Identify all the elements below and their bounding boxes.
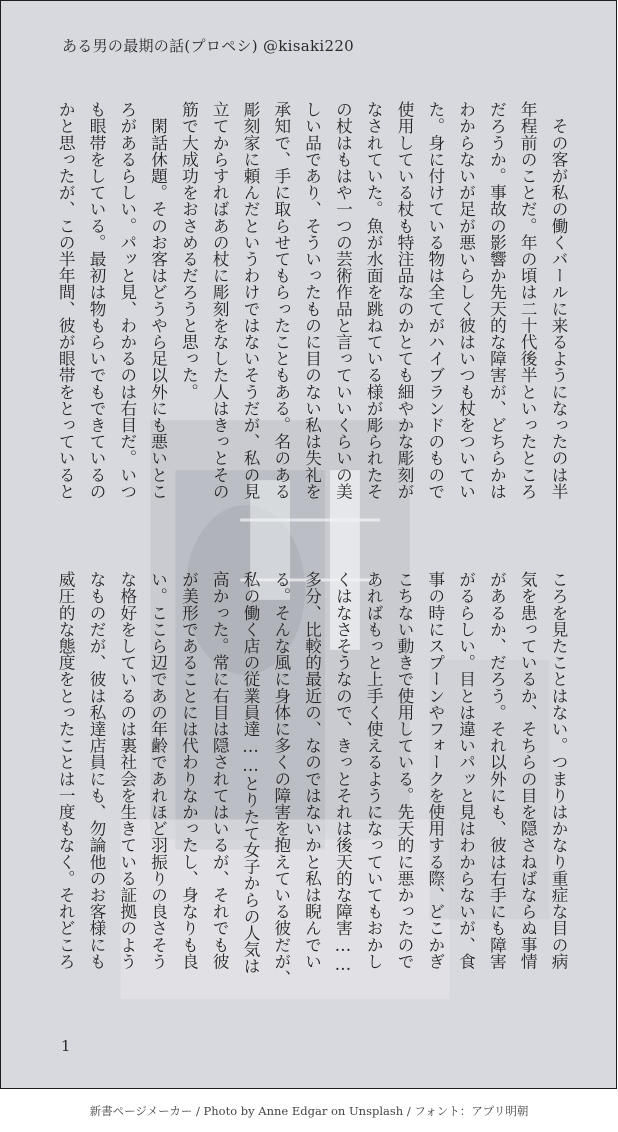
text-column: ころを見たことはない。つまりはかなり重症な目の病: [549, 571, 568, 970]
text-column: あればもっと上手く使えるようになっていてもおかし: [364, 571, 384, 970]
text-column: も眼帯をしている。最初は物もらいでもできているの: [87, 101, 106, 500]
text-column: だろうか。事故の影響か先天的な障害が、どちらかは: [487, 101, 507, 500]
text-column: 筋で大成功をおさめるだろうと思った。: [179, 101, 199, 400]
text-column: 使用している杖も特注品なのかとても細やかな彫刻が: [395, 101, 414, 500]
text-column: た。身に付けている物は全てがハイブランドのもので: [425, 101, 445, 500]
text-column: 私の働く店の従業員達……とりたて女子からの人気は: [241, 571, 260, 975]
text-column: 気を患っているか、そちらの目を隠さねばならぬ事情: [518, 571, 538, 970]
text-column: 威圧的な態度をとったことは一度もなく。それどころ: [56, 571, 76, 970]
text-column: な格好をしているのは裏社会を生きている証拠のよう: [117, 571, 137, 970]
text-column: の杖はもはや一つの芸術作品と言っていいくらいの美: [333, 101, 353, 500]
text-column: 承知で、手に取らせてもらったこともある。名のある: [271, 101, 291, 500]
page-number: 1: [61, 1037, 71, 1055]
text-column: 閑話休題。そのお客はどうやら足以外にも悪いとこ: [148, 101, 168, 500]
text-column: かと思ったが、この半年間、彼が眼帯をとっていると: [56, 101, 76, 500]
text-column: しい品であり、そういったものに目のない私は失礼を: [302, 101, 322, 500]
text-column: 多分、比較的最近の、なのではないかと私は睨んでい: [302, 571, 322, 970]
text-column: なものだが、彼は私達店員にも、勿論他のお客様にも: [87, 571, 106, 970]
text-column: くはなさそうなので、きっとそれは後天的な障害……: [333, 571, 353, 975]
page-header: ある男の最期の話(プロペシ) @kisaki220: [62, 37, 355, 55]
text-column: なされていた。魚が水面を跳ねている様が彫られたそ: [364, 101, 384, 500]
text-column: こちない動きで使用している。先天的に悪かったので: [395, 571, 414, 970]
text-column: 立てからすればあの杖に彫刻をなした人はきっとその: [210, 101, 230, 500]
text-column: が美形であることには代わりなかったし、身なりも良: [179, 571, 199, 970]
text-column: 年程前のことだ。年の頃は二十代後半といったところ: [518, 101, 538, 500]
text-column: その客が私の働くバールに来るようになったのは半: [549, 101, 568, 500]
text-column: がるらしい。目とは違いパッと見はわからないが、食: [456, 571, 476, 970]
text-column: る。そんな風に身体に多くの障害を抱えている彼だが、: [271, 571, 291, 986]
text-column: い。ここら辺であの年齢であれほど羽振りの良さそう: [148, 571, 168, 970]
text-column: わからないが足が悪いらしく彼はいつも杖をついてい: [456, 101, 476, 500]
text-column: ろがあるらしい。パッと見、わかるのは右目だ。いつ: [117, 101, 137, 500]
text-column: があるか、だろう。それ以外にも、彼は右手にも障害: [487, 571, 507, 970]
text-column: 事の時にスプーンやフォークを使用する際、どこかぎ: [425, 571, 445, 970]
text-column: 高かった。常に右目は隠されてはいるが、それでも彼: [210, 571, 230, 970]
footer-credit: 新書ページメーカー / Photo by Anne Edgar on Unsplash / フォント：アプリ明朝: [89, 1104, 529, 1118]
text-column: 彫刻家に頼んだというわけではないそうだが、私の見: [241, 101, 260, 500]
